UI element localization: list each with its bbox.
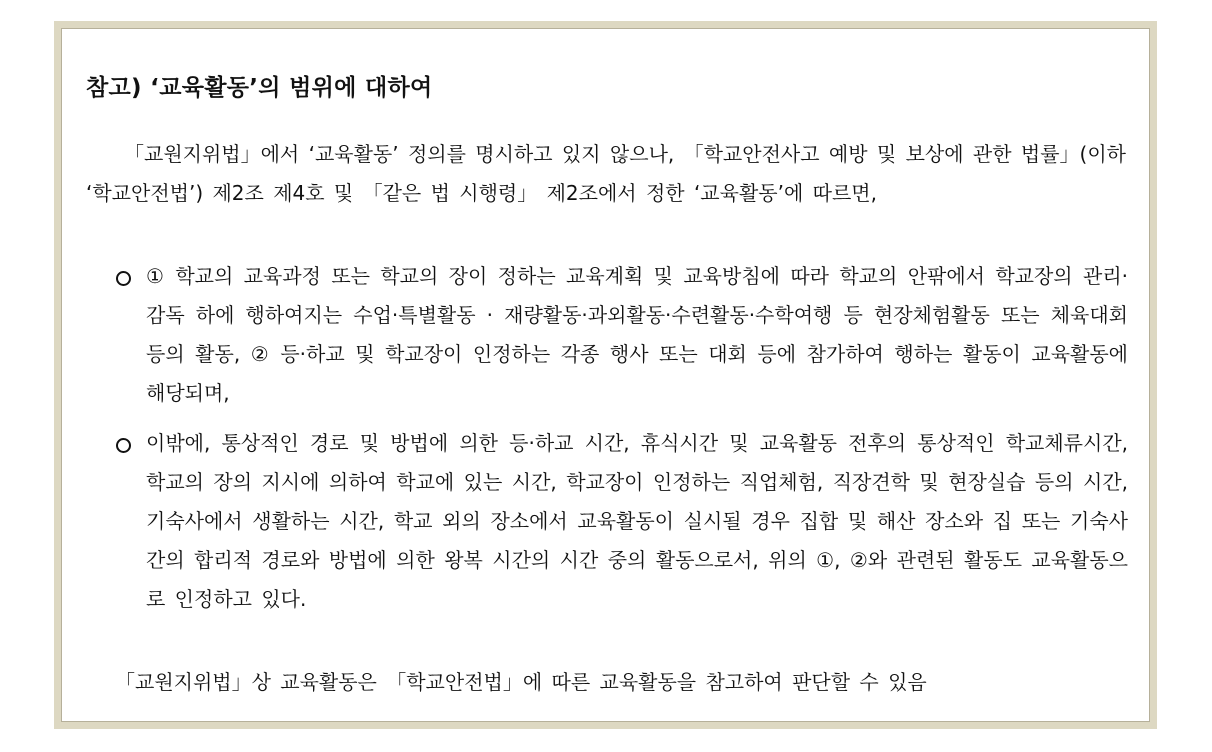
conclusion-paragraph: 「교원지위법」상 교육활동은 「학교안전법」에 따른 교육활동을 참고하여 판단할 수 있음 (115, 670, 927, 694)
bullet-item-2 (116, 424, 1128, 619)
bullet-item-1 (116, 257, 1128, 413)
bullet-text-2: 이밖에, 통상적인 경로 및 방법에 의한 등·하교 시간, 휴식시간 및 교육활동 전후의 통상적인 학교체류시간, 학교의 장의 지시에 의하여 학교에 있는 시간, 학교장이 인정하는 직업체험, 직장견학 및 현장실습 등의 시간, 기숙사에서 생활하는 시간, 학교 외의 장소에서 교육활동이 실시될 경우 집합 및 해산 장소와 집 또는 기숙사 간의 합리적 경로와 방법에 의한 왕복 시간의 시간 중의 활동으로서, 위의 ①, ②와 관련된 활동도 교육활동으로 인정하고 있다. (146, 431, 1128, 611)
bullet-text-1: ① 학교의 교육과정 또는 학교의 장이 정하는 교육계획 및 교육방침에 따라 학교의 안팎에서 학교장의 관리·감독 하에 행하여지는 수업·특별활동 · 재량활동·과외활동·수련활동·수학여행 등 현장체험활동 또는 체육대회 등의 활동, ② 등·하교 및 학교장이 인정하는 각종 행사 또는 대회 등에 참가하여 행하는 활동이 교육활동에 해당되며, (146, 264, 1128, 405)
intro-paragraph: 「교원지위법」에서 ‘교육활동’ 정의를 명시하고 있지 않으나, 「학교안전사고 예방 및 보상에 관한 법률」(이하 ‘학교안전법’) 제2조 제4호 및 「같은 법 시행령」 제2조에서 정한 ‘교육활동’에 따르면, (86, 142, 1126, 205)
document-frame (54, 21, 1157, 729)
reference-box (61, 28, 1150, 722)
circle-bullet-icon (116, 438, 131, 453)
circle-bullet-icon (116, 271, 131, 286)
box-title: 참고) ‘교육활동’의 범위에 대하여 (86, 75, 433, 101)
